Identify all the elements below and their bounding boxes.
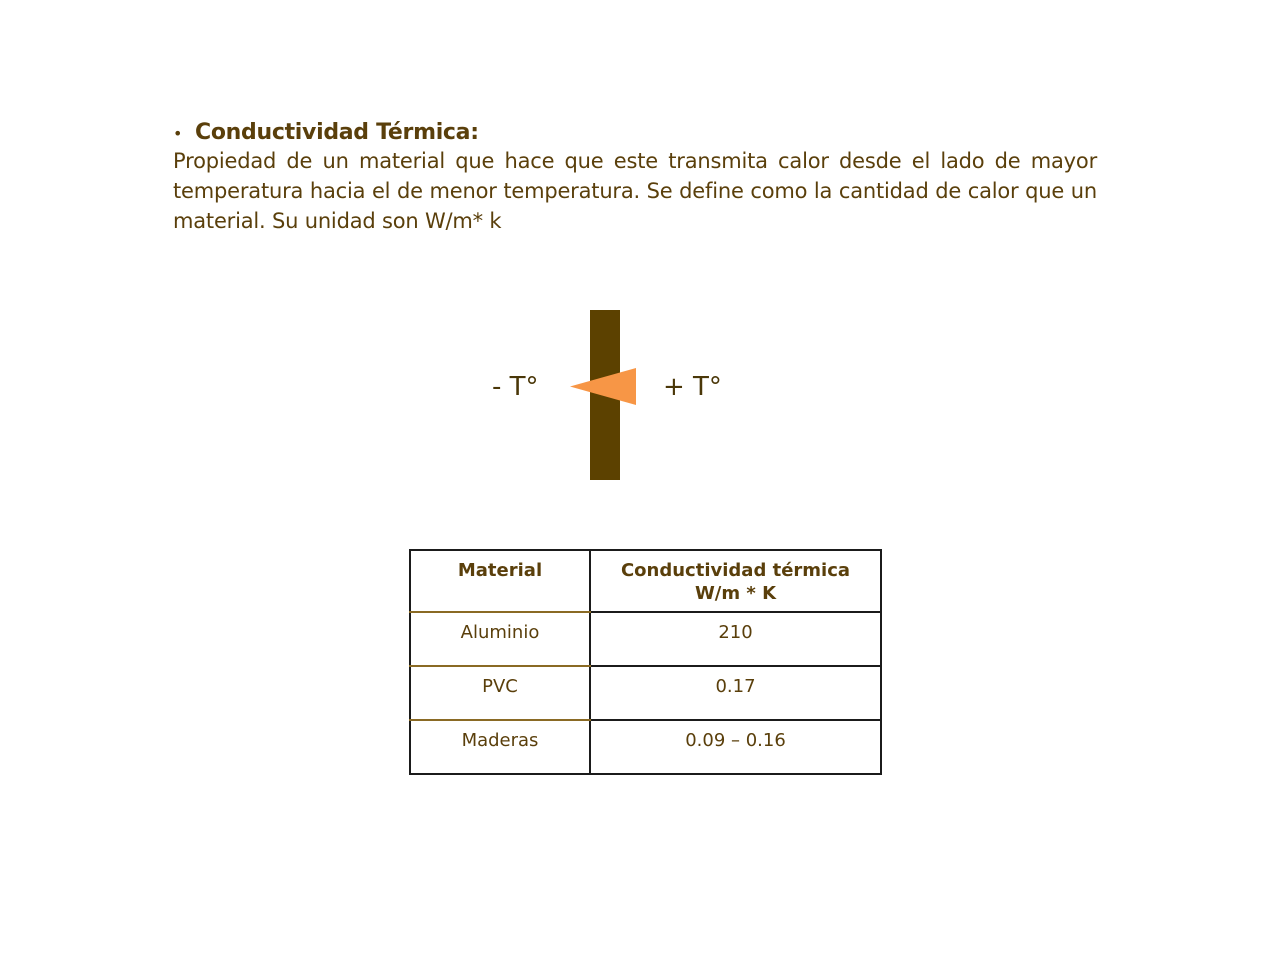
- cell-conductivity: 0.17: [590, 666, 881, 720]
- cold-side-label: - T°: [492, 372, 539, 402]
- table-row: [410, 612, 881, 666]
- cell-material: Aluminio: [410, 612, 590, 666]
- table-row: [410, 666, 881, 720]
- cell-conductivity: 210: [590, 612, 881, 666]
- cell-conductivity: 0.09 – 0.16: [590, 720, 881, 774]
- definition-text: Propiedad de un material que hace que este transmita calor desde el lado de mayor temperatura hacia el de menor temperatura. Se define como la cantidad de calor que un material. Su unidad son W/m* k: [173, 149, 1097, 233]
- conductivity-table: [409, 549, 882, 775]
- header-conductivity-unit: W/m * K: [694, 583, 777, 604]
- table-row: [410, 720, 881, 774]
- heat-flow-arrow-icon: [570, 368, 636, 405]
- cell-material: PVC: [410, 666, 590, 720]
- heading: Conductividad Térmica:: [195, 120, 479, 145]
- table-header-row: [410, 550, 881, 612]
- heading-line: [173, 118, 479, 149]
- header-conductivity: [590, 550, 881, 612]
- header-material: Material: [410, 550, 590, 612]
- cell-material: Maderas: [410, 720, 590, 774]
- hot-side-label: + T°: [663, 372, 722, 402]
- header-conductivity-title: Conductividad térmica: [620, 560, 851, 581]
- heat-flow-diagram: [470, 300, 770, 490]
- bullet: •: [173, 124, 183, 143]
